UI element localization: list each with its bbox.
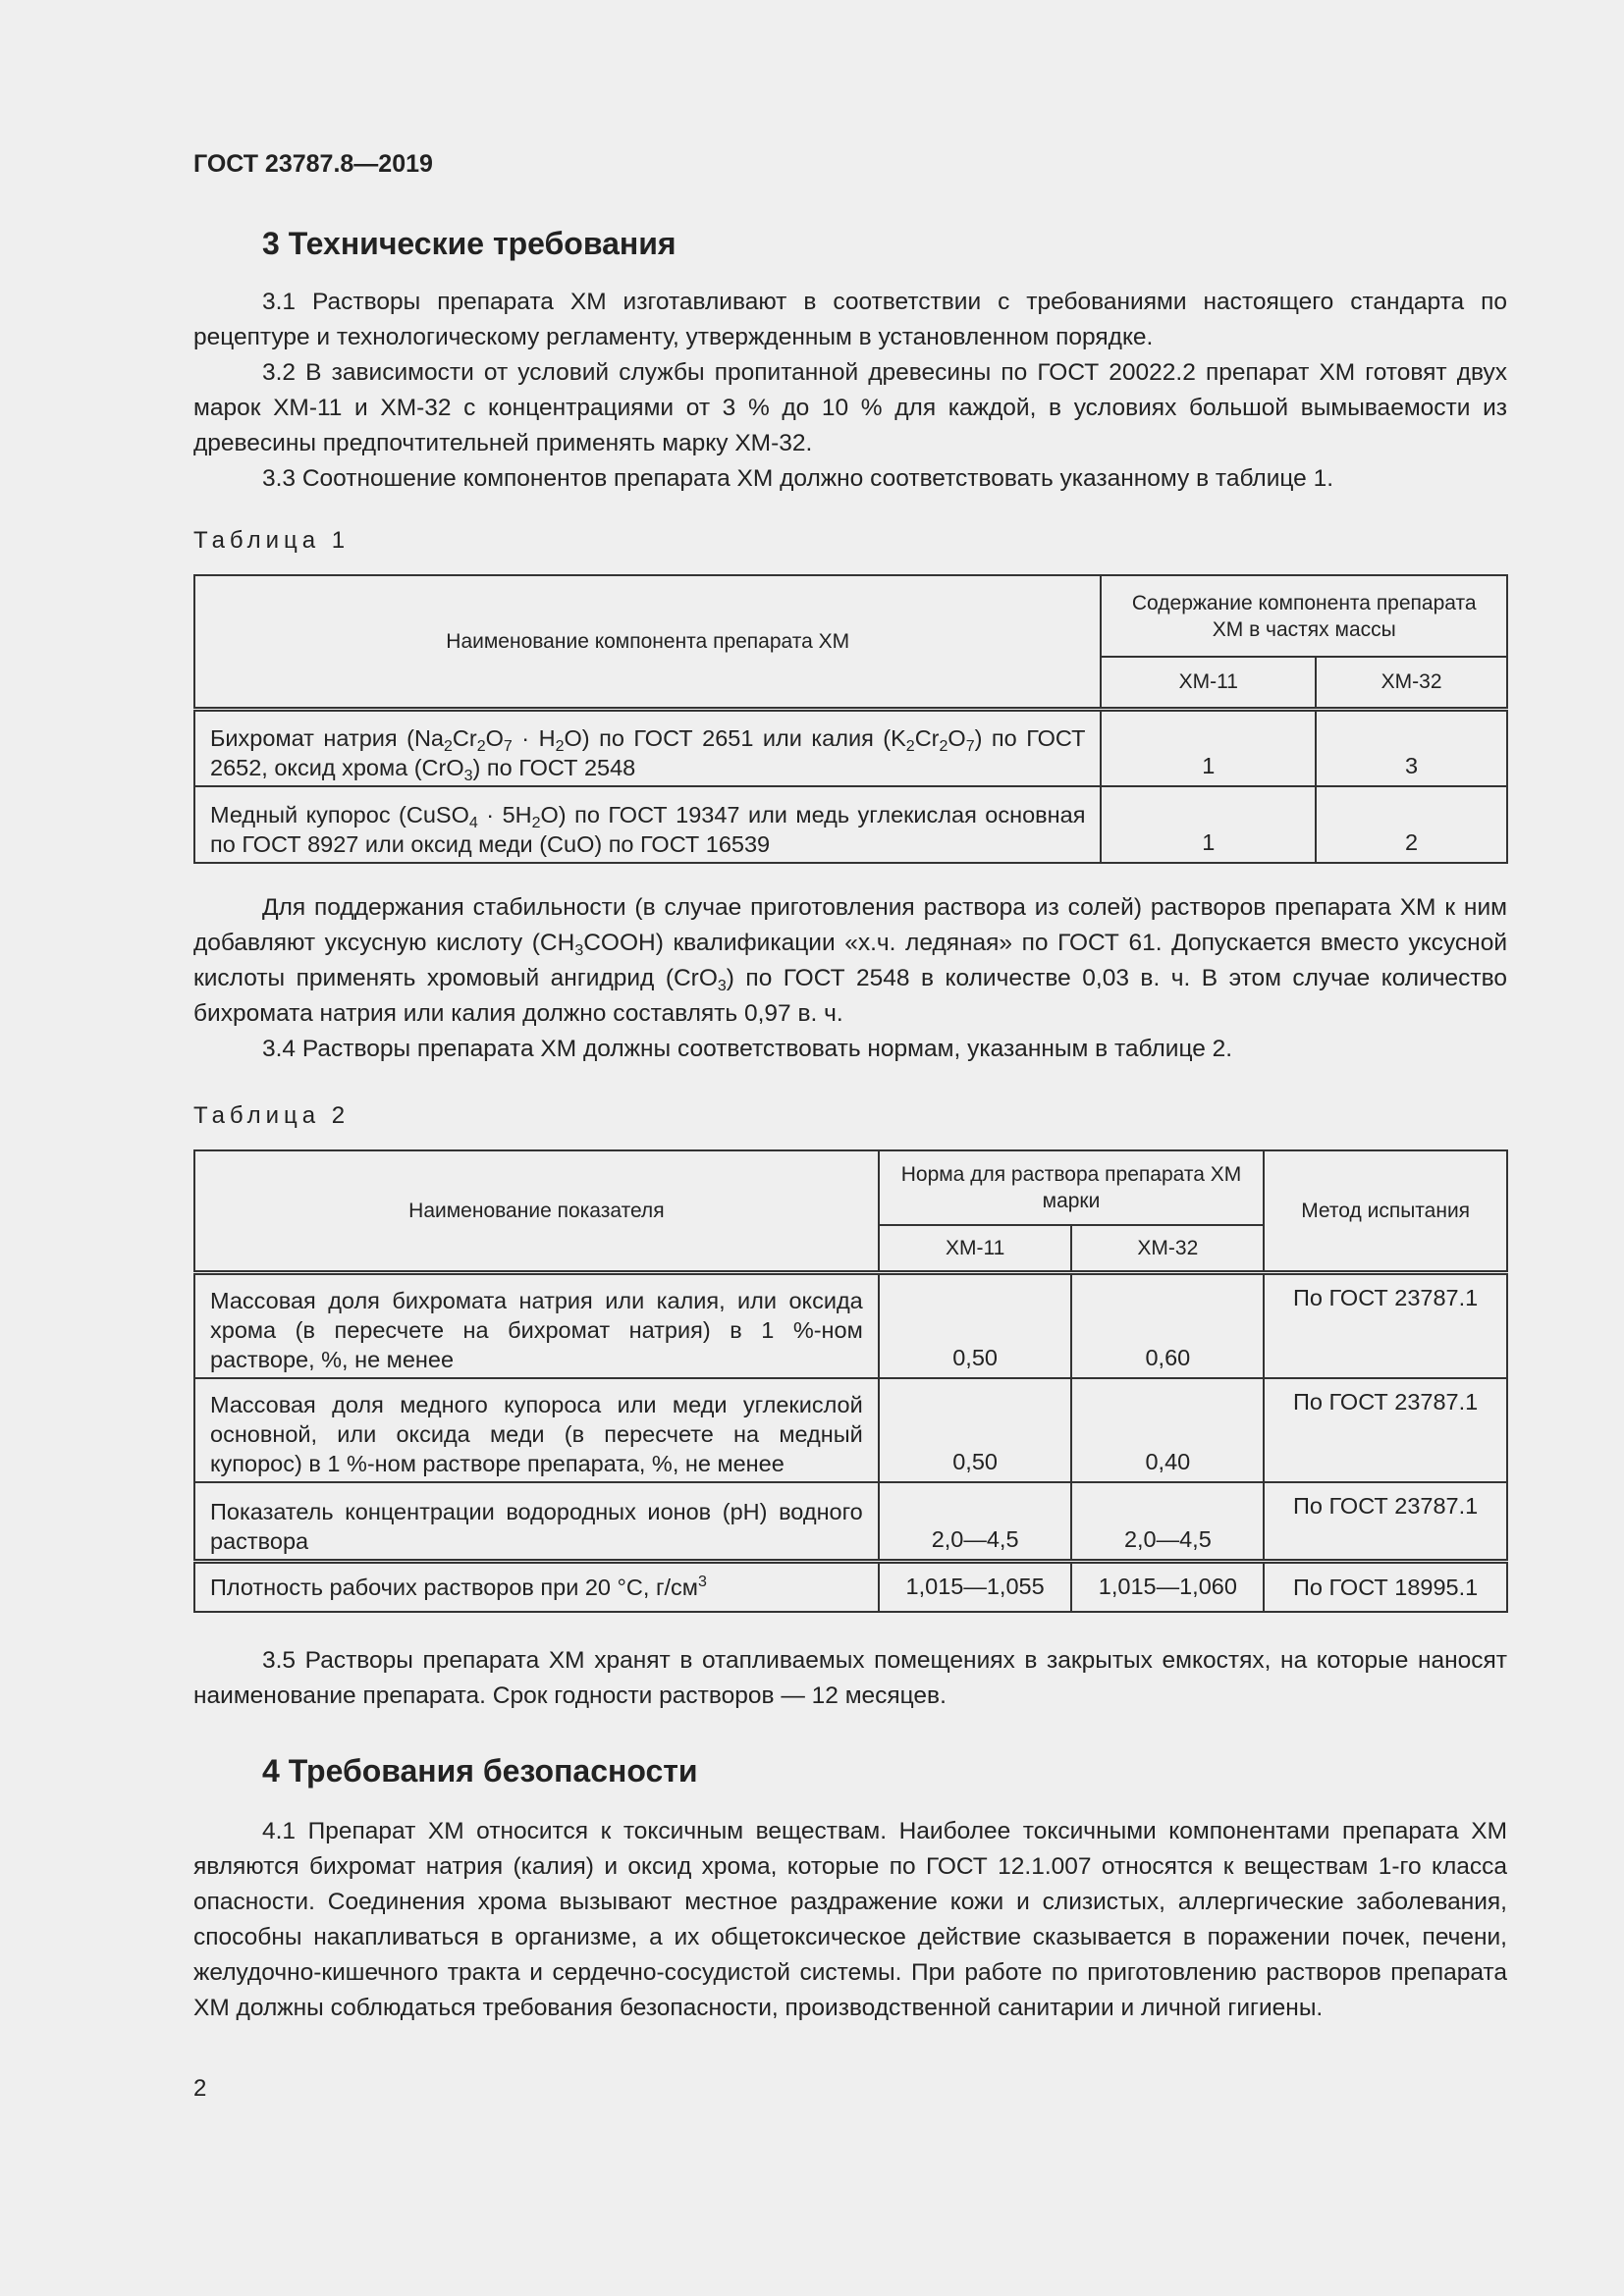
table-2 [193, 1149, 1508, 1613]
table-row [194, 1272, 1507, 1378]
after-table-1-text [193, 890, 1507, 1067]
table-2-header-xm11: ХМ-11 [879, 1225, 1072, 1272]
table-1-row-1-xm32: 3 [1316, 709, 1507, 786]
section-3-text [193, 285, 1507, 497]
paragraph-3-2: 3.2 В зависимости от условий службы пропитанной древесины по ГОСТ 20022.2 препарат ХМ готовят двух марок ХМ-11 и ХМ-32 с концентрациями от 3 % до 10 % для каждой, в условиях большой вымываемости из древесины предпочтительней применять марку ХМ-32. [193, 359, 1507, 456]
table-2-header-method: Метод испытания [1264, 1150, 1507, 1272]
section-3-title: 3 Технические требования [262, 226, 677, 261]
table-row [194, 786, 1507, 863]
paragraph-3-5-block [193, 1643, 1507, 1714]
table-2-row-4-xm32: 1,015—1,060 [1071, 1561, 1264, 1612]
table-2-row-2-method: По ГОСТ 23787.1 [1264, 1378, 1507, 1482]
table-row [194, 1378, 1507, 1482]
table-2-row-4-name: Плотность рабочих растворов при 20 °С, $г/см^3$ [194, 1561, 879, 1612]
table-2-row-2-name: Массовая доля медного купороса или меди углекислой основной, или оксида меди (в пересчете на медный купорос) в 1 %-ном растворе препарата, %, не менее [194, 1378, 879, 1482]
table-2-row-1-xm11: 0,50 [879, 1272, 1072, 1378]
paragraph-3-1: 3.1 Растворы препарата ХМ изготавливают в соответствии с требованиями настоящего стандарта по рецептуре и технологическому регламенту, утвержденным в установленном порядке. [193, 289, 1507, 350]
table-2-row-4-method: По ГОСТ 18995.1 [1264, 1561, 1507, 1612]
document-id-header: ГОСТ 23787.8—2019 [193, 150, 433, 178]
table-1-header-xm32: ХМ-32 [1316, 657, 1507, 709]
table-2-row-4-xm11: 1,015—1,055 [879, 1561, 1072, 1612]
table-1-header-xm11: ХМ-11 [1101, 657, 1316, 709]
section-4-title: 4 Требования безопасности [262, 1753, 698, 1789]
table-2-row-3-xm32: 2,0—4,5 [1071, 1482, 1264, 1561]
table-2-row-2-xm32: 0,40 [1071, 1378, 1264, 1482]
paragraph-3-3: 3.3 Соотношение компонентов препарата ХМ должно соответствовать указанному в таблице 1. [262, 465, 1334, 492]
table-row [194, 709, 1507, 786]
paragraph-3-5: 3.5 Растворы препарата ХМ хранят в отапливаемых помещениях в закрытых емкостях, на которые наносят наименование препарата. Срок годности растворов — 12 месяцев. [193, 1647, 1507, 1709]
table-1-row-2-xm32: 2 [1316, 786, 1507, 863]
table-2-header-name: Наименование показателя [194, 1150, 879, 1272]
table-1-row-2-xm11: 1 [1101, 786, 1316, 863]
table-1-row-2-name: Медный купорос (CuSO$_4$ · $5H_2O$) по ГОСТ 19347 или медь углекислая основная по ГОСТ 8927 или оксид меди (CuO) по ГОСТ 16539 [194, 786, 1101, 863]
table-2-caption: Таблица 2 [193, 1102, 351, 1129]
table-1 [193, 574, 1508, 864]
table-2-row-1-name: Массовая доля бихромата натрия или калия, или оксида хрома (в пересчете на бихромат натрия) в 1 %-ном растворе, %, не менее [194, 1272, 879, 1378]
page-number: 2 [193, 2075, 207, 2102]
section-4-text [193, 1814, 1507, 2026]
table-2-row-1-method: По ГОСТ 23787.1 [1264, 1272, 1507, 1378]
table-2-row-2-xm11: 0,50 [879, 1378, 1072, 1482]
paragraph-4-1: 4.1 Препарат ХМ относится к токсичным веществам. Наиболее токсичными компонентами препарата ХМ являются бихромат натрия (калия) и оксид хрома, которые по ГОСТ 12.1.007 относятся к веществам 1-го класса опасности. Соединения хрома вызывают местное раздражение кожи и слизистых, аллергические заболевания, способны накапливаться в организме, а их общетоксическое действие сказывается в поражении почек, печени, желудочно-кишечного тракта и сердечно-сосудистой системы. При работе по приготовлению растворов препарата ХМ должны соблюдаться требования безопасности, производственной санитарии и личной гигиены. [193, 1818, 1507, 2021]
table-2-row-3-xm11: 2,0—4,5 [879, 1482, 1072, 1561]
table-row [194, 1561, 1507, 1612]
table-1-caption: Таблица 1 [193, 527, 351, 554]
table-1-row-1-name: Бихромат натрия $(Na_2Cr_2O_7 \cdot H_2O)$ по ГОСТ 2651 или калия $(K_2Cr_2O_7)$ по ГОСТ 2652, оксид хрома (CrO$_3$) по ГОСТ 2548 [194, 709, 1101, 786]
table-2-header-norm: Норма для раствора препарата ХМ марки [879, 1150, 1264, 1225]
table-1-header-name: Наименование компонента препарата ХМ [194, 575, 1101, 709]
stability-paragraph: Для поддержания стабильности (в случае приготовления раствора из солей) растворов препарата ХМ к ним добавляют уксусную кислоту $(CH_3COOH)$ квалификации «х.ч. ледяная» по ГОСТ 61. Допускается вместо уксусной кислоты применять хромовый ангидрид (CrO$_3$) по ГОСТ 2548 в количестве 0,03 в. ч. В этом случае количество бихромата натрия или калия должно составлять 0,97 в. ч. [193, 894, 1507, 1027]
table-1-header-content: Содержание компонента препарата ХМ в частях массы [1101, 575, 1507, 657]
table-2-row-3-name: Показатель концентрации водородных ионов (pH) водного раствора [194, 1482, 879, 1561]
table-row [194, 1482, 1507, 1561]
table-2-row-1-xm32: 0,60 [1071, 1272, 1264, 1378]
table-2-row-3-method: По ГОСТ 23787.1 [1264, 1482, 1507, 1561]
paragraph-3-4: 3.4 Растворы препарата ХМ должны соответствовать нормам, указанным в таблице 2. [262, 1036, 1233, 1062]
table-2-header-xm32: ХМ-32 [1071, 1225, 1264, 1272]
table-1-row-1-xm11: 1 [1101, 709, 1316, 786]
